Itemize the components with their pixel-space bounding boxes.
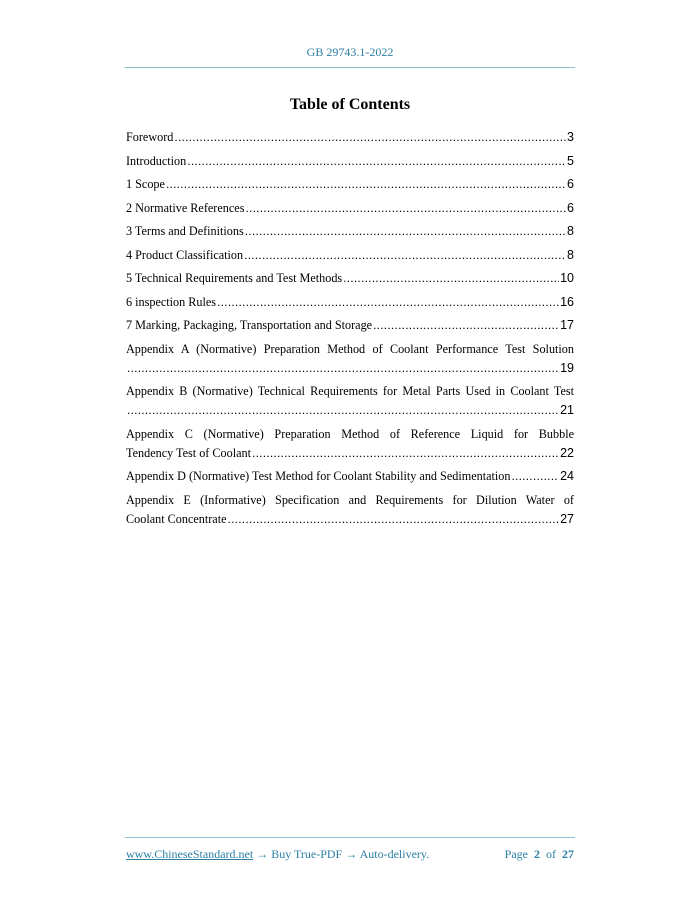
toc-leader-dots: [244, 246, 566, 265]
toc-entry-foreword[interactable]: [126, 128, 574, 147]
toc-entry-label: Introduction: [126, 153, 187, 168]
footer-divider: [125, 837, 575, 838]
toc-entry-marking-packaging[interactable]: [126, 316, 574, 335]
page-word: Page: [504, 847, 528, 861]
toc-entry-label: Appendix B (Normative) Technical Requirements for Metal Parts Used in Coolant Test: [126, 384, 574, 398]
toc-leader-dots: [511, 467, 559, 486]
toc-entry-appendix-b[interactable]: [126, 382, 574, 420]
toc-entry-appendix-e[interactable]: [126, 491, 574, 529]
toc-entry-label: 1 Scope: [126, 177, 165, 191]
page-current: 2: [534, 847, 540, 861]
toc-leader-dots: [245, 222, 566, 241]
toc-entry-page: 24: [560, 469, 574, 483]
toc-entry-label: 7 Marking, Packaging, Transportation and Storage: [126, 318, 373, 332]
toc-entry-page: 27: [560, 511, 574, 526]
toc-entry-appendix-a[interactable]: [126, 340, 574, 378]
page-total: 27: [562, 847, 574, 861]
footer-links: [126, 847, 429, 862]
toc-entry-page: 8: [567, 247, 574, 262]
toc-entry-label: Appendix E (Informative) Specification and Requirements for Dilution Water of: [126, 492, 574, 507]
table-of-contents: [126, 128, 574, 533]
toc-leader-dots: [166, 175, 566, 194]
toc-entry-page: 19: [560, 360, 574, 375]
toc-entry-appendix-d[interactable]: [126, 467, 574, 486]
toc-entry-page: 22: [560, 445, 574, 460]
toc-leader-dots: [217, 293, 559, 312]
arrow-right-icon: →: [256, 847, 269, 861]
toc-entry-page: 21: [560, 403, 574, 417]
toc-entry-label: Appendix A (Normative) Preparation Method of Coolant Performance Test Solution: [126, 341, 574, 356]
toc-entry-label-cont: Coolant Concentrate: [126, 511, 227, 526]
toc-entry-introduction[interactable]: [126, 152, 574, 171]
toc-entry-page: 6: [567, 177, 574, 191]
toc-entry-page: 6: [567, 200, 574, 215]
toc-leader-dots: [127, 401, 559, 420]
page-number: [505, 847, 574, 862]
toc-entry-inspection-rules[interactable]: [126, 293, 574, 312]
toc-entry-page: 16: [560, 294, 574, 309]
page-header: GB 29743.1-2022: [306, 45, 394, 59]
buy-pdf-link[interactable]: Buy True-PDF: [271, 847, 343, 861]
toc-leader-dots: [245, 199, 566, 218]
toc-entry-appendix-c[interactable]: [126, 425, 574, 463]
toc-leader-dots: [252, 444, 559, 463]
toc-leader-dots: [228, 510, 560, 529]
toc-entry-label: Appendix C (Normative) Preparation Method of Reference Liquid for Bubble: [126, 426, 574, 441]
toc-leader-dots: [373, 316, 559, 335]
toc-entry-page: 10: [560, 271, 574, 285]
toc-entry-normative-references[interactable]: [126, 199, 574, 218]
toc-entry-scope[interactable]: [126, 175, 574, 194]
toc-entry-label: 3 Terms and Definitions: [126, 224, 244, 238]
header-divider: [125, 67, 575, 68]
toc-entry-page: 17: [560, 318, 574, 332]
toc-leader-dots: [127, 359, 559, 378]
toc-entry-label: 6 inspection Rules: [126, 294, 217, 309]
toc-entry-label: 2 Normative References: [126, 200, 245, 215]
toc-entry-page: 3: [567, 130, 574, 144]
toc-title: Table of Contents: [289, 96, 411, 113]
toc-entry-technical-requirements[interactable]: [126, 269, 574, 288]
toc-leader-dots: [187, 152, 566, 171]
toc-entry-terms-definitions[interactable]: [126, 222, 574, 241]
toc-entry-label: 4 Product Classification: [126, 247, 244, 262]
toc-leader-dots: [343, 269, 559, 288]
toc-entry-product-classification[interactable]: [126, 246, 574, 265]
toc-entry-label: Foreword: [126, 130, 174, 144]
toc-entry-page: 8: [567, 224, 574, 238]
arrow-right-icon: →: [345, 847, 358, 861]
site-link[interactable]: www.ChineseStandard.net: [126, 847, 254, 861]
toc-entry-label: 5 Technical Requirements and Test Methods: [126, 271, 343, 285]
auto-delivery-text: Auto-delivery.: [359, 847, 430, 861]
toc-entry-page: 5: [567, 153, 574, 168]
toc-entry-label: Appendix D (Normative) Test Method for Coolant Stability and Sedimentation: [126, 469, 511, 483]
toc-leader-dots: [174, 128, 566, 147]
page-of: of: [546, 847, 556, 861]
toc-entry-label-cont: Tendency Test of Coolant: [126, 445, 251, 460]
